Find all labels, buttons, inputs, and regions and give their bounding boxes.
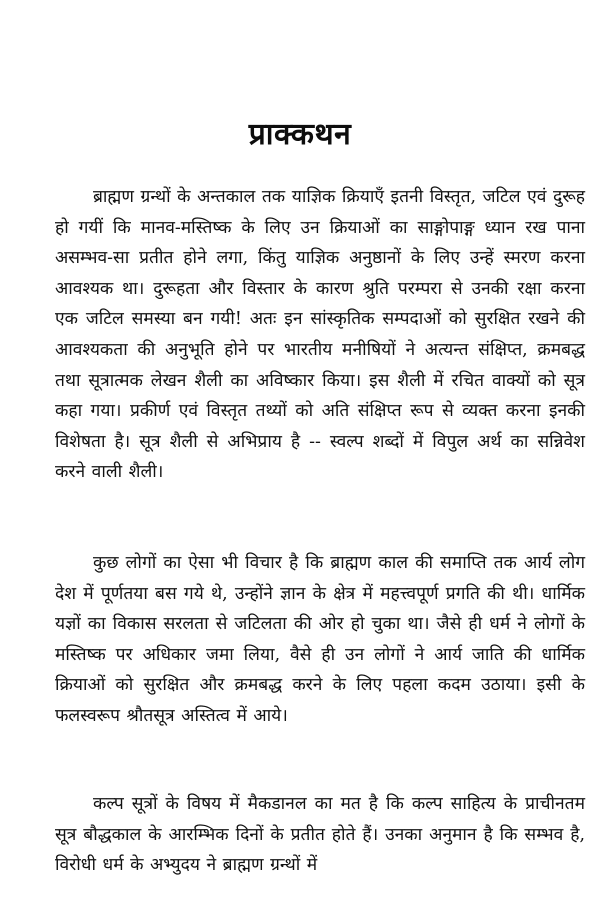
page-title: प्राक्कथन (248, 117, 352, 152)
paragraph-1: ब्राह्मण ग्रन्थों के अन्तकाल तक याज्ञिक क्रियाएँ इतनी विस्तृत, जटिल एवं दुरूह हो गयीं कि मानव-मस्तिष्क के लिए उन क्रियाओं का साङ्गोपाङ्ग ध्यान रख पाना असम्भव-सा प्रतीत होने लगा, किंतु याज्ञिक अनुष्ठानों के लिए उन्हें स्मरण करना आवश्यक था। दुरूहता और विस्तार के कारण श्रुति परम्परा से उनकी रक्षा करना एक जटिल समस्या बन गयी! अतः इन सांस्कृतिक सम्पदाओं को सुरक्षित रखने की आवश्यकता की अनुभूति होने पर भारतीय मनीषियों ने अत्यन्त संक्षिप्त, क्रमबद्ध तथा सूत्रात्मक लेखन शैली का अविष्कार किया। इस शैली में रचित वाक्यों को सूत्र कहा गया। प्रकीर्ण एवं विस्तृत तथ्यों को अति संक्षिप्त रूप से व्यक्त करना इनकी विशेषता है। सूत्र शैली से अभिप्राय है -- स्वल्प शब्दों में विपुल अर्थ का सन्निवेश करने वाली शैली। (55, 187, 585, 483)
paragraph-2: कुछ लोगों का ऐसा भी विचार है कि ब्राह्मण काल की समाप्ति तक आर्य लोग देश में पूर्णतया बस गये थे, उन्होंने ज्ञान के क्षेत्र में महत्त्वपूर्ण प्रगति की थी। धार्मिक यज्ञों का विकास सरलता से जटिलता की ओर हो चुका था। जैसे ही धर्म ने लोगों के मस्तिष्क पर अधिकार जमा लिया, वैसे ही उन लोगों ने आर्य जाति की धार्मिक क्रियाओं को सुरक्षित और क्रमबद्ध करने के लिए पहला कदम उठाया। इसी के फलस्वरूप श्रौतसूत्र अस्तित्व में आये। (55, 553, 585, 726)
paragraph-3: कल्प सूत्रों के विषय में मैकडानल का मत है कि कल्प साहित्य के प्राचीनतम सूत्र बौद्धकाल के आरम्भिक दिनों के प्रतीत होते हैं। उनका अनुमान है कि सम्भव है, विरोधी धर्म के अभ्युदय ने ब्राह्मण ग्रन्थों में (55, 794, 585, 876)
